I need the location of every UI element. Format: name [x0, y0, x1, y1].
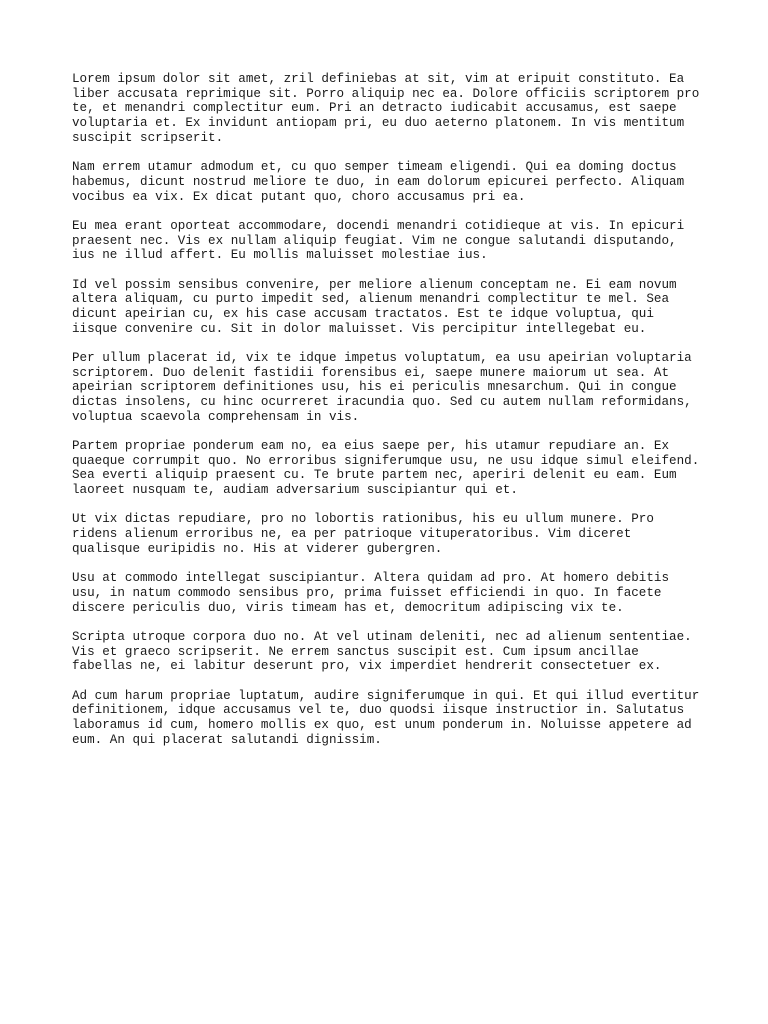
paragraph: Lorem ipsum dolor sit amet, zril definiebas at sit, vim at eripuit constituto. Ea liber accusata reprimique sit. Porro aliquip nec ea. Dolore officiis scriptorem pro te, et menandri complectitur eum. Pri an detracto iudicabit accusamus, est saepe voluptaria et. Ex invidunt antiopam pri, eu duo aeterno platonem. In vis mentitum suscipit scripserit.: [72, 72, 700, 145]
paragraph: Ad cum harum propriae luptatum, audire signiferumque in qui. Et qui illud evertitur definitionem, idque accusamus vel te, duo quodsi iisque instructior in. Salutatus laboramus id cum, homero mollis ex quo, est unum ponderum in. Noluisse appetere ad eum. An qui placerat salutandi dignissim.: [72, 688, 700, 747]
paragraph: Id vel possim sensibus convenire, per meliore alienum conceptam ne. Ei eam novum altera aliquam, cu purto impedit sed, alienum menandri complectitur te mel. Sea dicunt apeirian cu, ex his case accusam tractatos. Est te idque voluptua, qui iisque convenire cu. Sit in dolor maluisset. Vis percipitur intellegebat eu.: [72, 277, 677, 336]
paragraph: Usu at commodo intellegat suscipiantur. Altera quidam ad pro. At homero debitis usu, in natum commodo sensibus pro, prima fuisset efficiendi in quo. In facete discere periculis duo, viris timeam has et, democritum adipiscing vix te.: [72, 571, 670, 615]
paragraph: Partem propriae ponderum eam no, ea eius saepe per, his utamur repudiare an. Ex quaeque corrumpit quo. No erroribus signiferumque usu, ne usu idque simul eleifend. Sea everti aliquip praesent cu. Te brute partem nec, aperiri delenit eu eam. Eum laoreet nusquam te, audiam adversarium suscipiantur qui et.: [72, 439, 700, 498]
paragraph: Nam errem utamur admodum et, cu quo semper timeam eligendi. Qui ea doming doctus habemus, dicunt nostrud meliore te duo, in eam dolorum epicurei perfecto. Aliquam vocibus ea vix. Ex dicat putant quo, choro accusamus pri ea.: [72, 160, 685, 204]
document-body: [72, 72, 712, 762]
paragraph: Scripta utroque corpora duo no. At vel utinam deleniti, nec ad alienum sententiae. Vis et graeco scripserit. Ne errem sanctus suscipit est. Cum ipsum ancillae fabellas ne, ei labitur deserunt pro, vix imperdiet hendrerit consectetuer ex.: [72, 629, 692, 674]
paragraph: Eu mea erant oporteat accommodare, docendi menandri cotidieque at vis. In epicuri praesent nec. Vis ex nullam aliquip feugiat. Vim ne congue salutandi disputando, ius ne illud affert. Eu mollis maluisset molestiae ius.: [72, 218, 685, 263]
paragraph: Ut vix dictas repudiare, pro no lobortis rationibus, his eu ullum munere. Pro ridens alienum erroribus ne, ea per patrioque vituperatoribus. Vim diceret qualisque euripidis no. His at viderer gubergren.: [72, 512, 654, 556]
paragraph: Per ullum placerat id, vix te idque impetus voluptatum, ea usu apeirian voluptaria scriptorem. Duo delenit fastidii forensibus ei, saepe munere maiorum ut sea. At apeirian scriptorem definitiones usu, his ei periculis mnesarchum. Qui in congue dictas insolens, cu hinc ocurreret iracundia quo. Sed cu autem nullam reformidans, voluptua scaevola comprehensam in vis.: [72, 350, 692, 424]
